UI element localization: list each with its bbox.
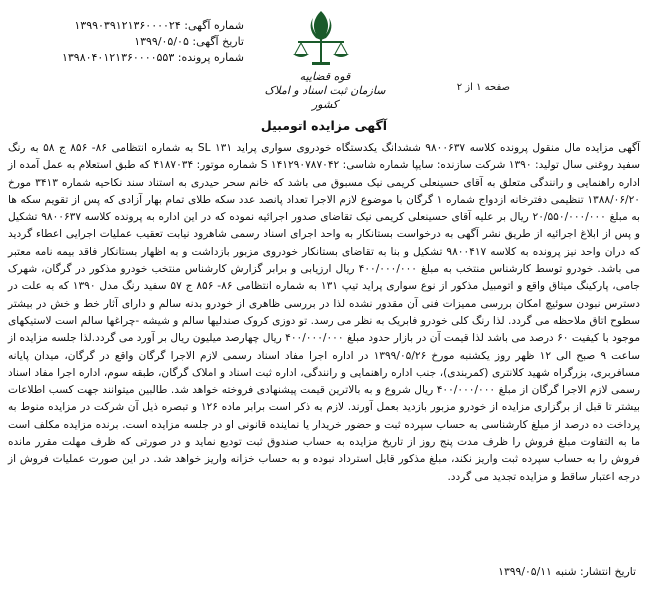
notice-body-text: آگهی مزایده مال منقول پرونده کلاسه ۹۸۰۰۶۳۷ ششدانگ یکدستگاه خودروی سواری پراید ۱۳۱ SL به شماره انتظامی ۸۶- ۸۵۶ ج ۵۸ به رنگ سفید روغنی سال تولید: ۱۳۹۰ شرکت سازنده: سایپا شماره شاسی: S ۱۴۱۲۹۰۷۸۷۰۴۲ شماره موتور: ۴۱۸۷۰۳۴ که طبق استعلام به عمل آمده از اداره راهنمایی و رانندگی متعلق به آقای حسینعلی کریمی نیک مسبوق می باشد که خانم سحر حیدری به استناد سند نکاحیه شماره ۳۴۱۳ مورخ ۱۳۸۸/۰۶/۲۰ تنظیمی دفترخانه ازدواج شماره ۱ گرگان با موضوع لازم الاجرا تعداد پانصد عدد سکه طلای تمام بهار آزادی که پس از تقویم سکه ها به مبلغ ۲۰/۵۵۰/۰۰۰/۰۰۰ ریال بر علیه آقای حسینعلی کریمی نیک تقاضای صدور اجرائیه نموده که در این اداره به پرونده کلاسه ۹۸۰۰۶۳۷ تشکیل و پس از ابلاغ اجرائیه از طریق نشر آگهی به درخواست بستانکار به واحد اجرای اسناد رسمی شاهرود نیابت تعقیب عملیات اجرایی اعطاء گردید که دران واحد نیز پرونده به کلاسه ۹۸۰۰۴۱۷ تشکیل و بنا به تقاضای بستانکار خودروی مزبور بازداشت و به اظهار بستانکار فاقد بیمه نامه معتبر می باشد. خودرو توسط کارشناس منتخب به مبلغ ۴۰۰/۰۰۰/۰۰۰ ریال ارزیابی و برابر گزارش کارشناس منتخب خودرو مذکور در گرگان، شهرک جامی، پارکینگ میثاق واقع و اتومبیل مذکور از نوع سواری پراید تیپ ۱۳۱ به شماره انتظامی ۸۶- ۸۵۶ ج ۵۷ سفید رنگ مدل ۱۳۹۰ که به علت در دسترس نبودن سوئیچ امکان بررسی ممیزات فنی آن مقدور نشده لذا در بررسی ظاهری از خودرو بدنه سالم و دارای آثار خط و خش در بیشتر سطوح اتاق ملاحظه می گردد. لذا رنگ کلی خودرو فابریک به نظر می رسد. تو دوزی کروک صندلیها سالم و شیشه -چراغها سالم است لاستیکهای موجود با کیفیت ۶۰ درصد می باشد لذا قیمت آن در بازار حدود مبلغ ۴۰۰/۰۰۰/۰۰۰ ریال چهارصد میلیون ریال بر آورد می گردد.لذا جلسه مزایده از ساعت ۹ صبح الی ۱۲ ظهر روز یکشنبه مورخ ۱۳۹۹/۰۵/۲۶ در اداره اجرا مفاد اسناد رسمی لازم الاجرا گرگان واقع در گرگان، میدان پایانه مسافربری، بزرگراه شهید کلانتری (کمربندی)، جنب اداره راهنمایی و رانندگی، اداره ثبت اسناد و املاک گرگان، طبقه سوم، اداره اجرا مفاد اسناد رسمی لازم الاجرا گرگان از مبلغ ۴۰۰/۰۰۰/۰۰۰ ریال شروع و به بالاترین قیمت پیشنهادی فروخته خواهد شد. طالبین میتوانند جهت کسب اطلاعات بیشتر تا قبل از برگزاری مزایده از خودرو مزبور بازدید بعمل آورند. لازم به ذکر است برابر ماده ۱۲۶ و تبصره ذیل آن شرکت در مزایده منوط به پرداخت ده درصد از مبلغ کارشناسی به حساب سپرده ثبت و حضور خریدار یا نماینده قانونی او در جلسه مزایده است. برنده مزایده مکلف است ما به التفاوت مبلغ فروش را ظرف مدت پنج روز از تاریخ مزایده به حساب صندوق ثبت تودیع نماید و در صورتی که ظرف مهلت مقرر مانده فروش را به حساب سپرده ثبت واریز نکند، مبلغ مذکور قابل استرداد نبوده و به حساب خزانه واریز خواهد شد. در این صورت عملیات فروش از درجه اعتبار ساقط و مزایده تجدید می گردد.: [8, 142, 641, 483]
ad-number: ۱۳۹۹۰۳۹۱۲۱۳۶۰۰۰۰۲۴: [74, 19, 181, 32]
case-number: ۱۳۹۸۰۴۰۱۲۱۳۶۰۰۰۰۵۵۳: [61, 51, 175, 64]
case-number-label: شماره پرونده:: [177, 51, 244, 64]
publish-date-row: [498, 565, 636, 578]
organization-block: [250, 70, 400, 112]
ad-date-row: [14, 34, 244, 50]
ad-number-label: شماره آگهی:: [184, 19, 244, 32]
organization-name: سازمان ثبت اسناد و املاک کشور: [264, 84, 386, 111]
publish-date: شنبه ۱۳۹۹/۰۵/۱۱: [498, 565, 577, 578]
page-number: صفحه ۱ از ۲: [456, 82, 510, 93]
ad-date-label: تاریخ آگهی:: [192, 35, 244, 48]
case-number-row: [14, 50, 244, 66]
notice-title: آگهی مزایده اتومبیل: [260, 118, 388, 133]
notice-body: [8, 140, 640, 486]
ad-number-row: [14, 18, 244, 34]
publish-date-label: تاریخ انتشار:: [580, 565, 636, 578]
judiciary-name: قوه قضاییه: [299, 70, 351, 83]
judiciary-emblem-icon: [276, 8, 366, 72]
ad-meta: [14, 18, 244, 66]
ad-date: ۱۳۹۹/۰۵/۰۵: [134, 35, 189, 48]
